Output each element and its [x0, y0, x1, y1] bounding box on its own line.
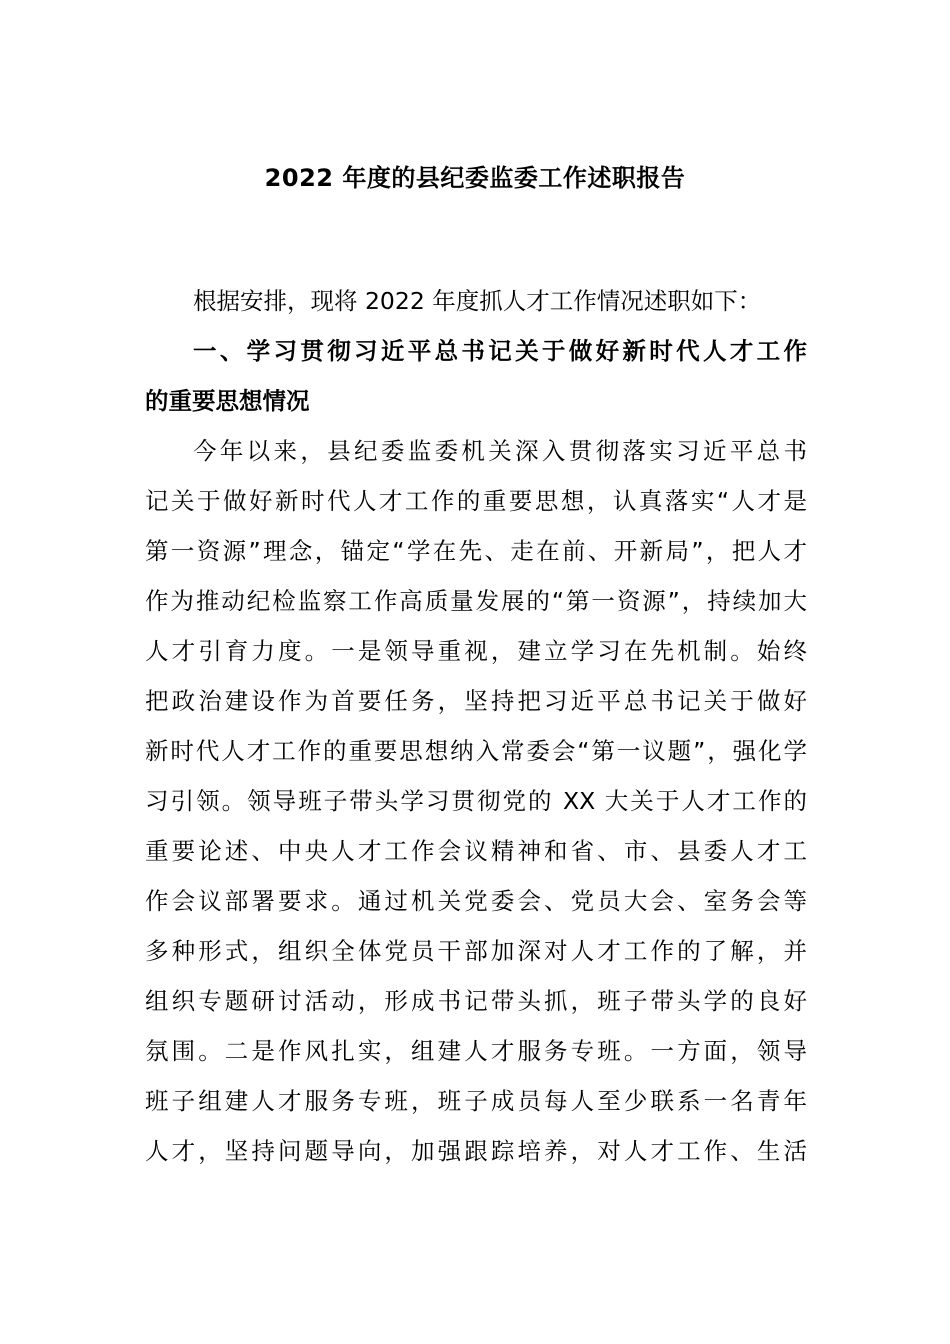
paragraph-line: 人才，坚持问题导向，加强跟踪培养，对人才工作、生活	[145, 1137, 807, 1165]
paragraph-line: 第一资源”理念，锚定“学在先、走在前、开新局”，把人才	[145, 537, 807, 565]
section-heading-line: 一、学习贯彻习近平总书记关于做好新时代人才工作	[193, 337, 807, 365]
paragraph-line: 重要论述、中央人才工作会议精神和省、市、县委人才工	[145, 837, 807, 865]
paragraph-line: 多种形式，组织全体党员干部加深对人才工作的了解，并	[145, 937, 807, 965]
document-title: 2022 年度的县纪委监委工作述职报告	[264, 164, 686, 192]
paragraph-line: 把政治建设作为首要任务，坚持把习近平总书记关于做好	[145, 687, 807, 715]
paragraph-line: 组织专题研讨活动，形成书记带头抓，班子带头学的良好	[145, 987, 807, 1015]
paragraph-line: 作为推动纪检监察工作高质量发展的“第一资源”，持续加大	[145, 587, 807, 615]
paragraph-line: 作会议部署要求。通过机关党委会、党员大会、室务会等	[145, 887, 807, 915]
paragraph-line: 人才引育力度。一是领导重视，建立学习在先机制。始终	[145, 637, 807, 665]
paragraph-line: 班子组建人才服务专班，班子成员每人至少联系一名青年	[145, 1087, 807, 1115]
paragraph-line: 氛围。二是作风扎实，组建人才服务专班。一方面，领导	[145, 1037, 807, 1065]
paragraph-line: 今年以来，县纪委监委机关深入贯彻落实习近平总书	[193, 437, 807, 465]
paragraph-line: 根据安排，现将 2022 年度抓人才工作情况述职如下：	[193, 287, 762, 315]
paragraph-line: 记关于做好新时代人才工作的重要思想，认真落实“人才是	[145, 487, 807, 515]
paragraph-line: 新时代人才工作的重要思想纳入常委会“第一议题”，强化学	[145, 737, 807, 765]
section-heading-line: 的重要思想情况	[145, 387, 310, 415]
paragraph-line: 习引领。领导班子带头学习贯彻党的 XX 大关于人才工作的	[145, 787, 807, 815]
